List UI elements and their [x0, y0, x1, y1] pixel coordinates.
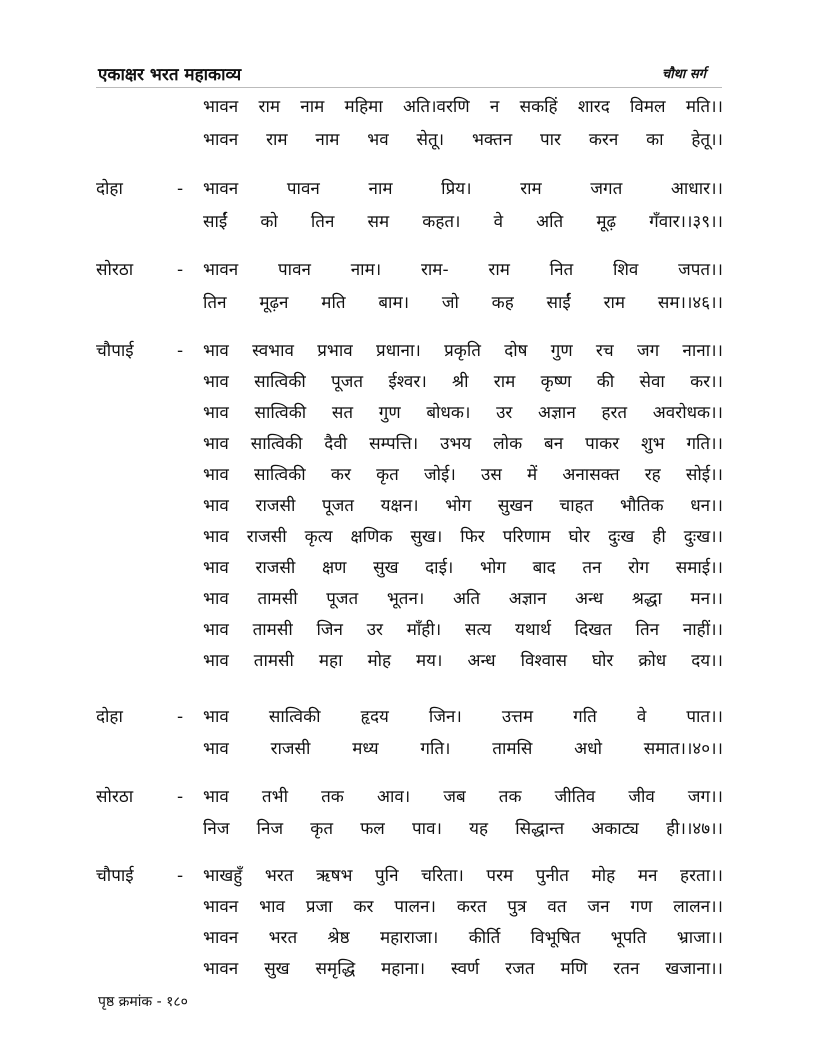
verse-line: तिन मूढ़न मति बाम। जो कह साईं राम सम।।४६।। [203, 293, 723, 313]
verse-line: साईं को तिन सम कहत। वे अति मूढ़ गँवार।।३९।। [203, 212, 723, 232]
verse-type-label: दोहा [96, 179, 123, 199]
verse-line: भाव तभी तक आव। जब तक जीतिव जीव जग।। [203, 787, 723, 807]
verse-dash: - [177, 707, 184, 727]
verse-dash: - [177, 866, 184, 886]
verse-line: भाव राजसी पूजत यक्षन। भोग सुखन चाहत भौतिक धन।। [203, 496, 723, 516]
header-divider [96, 87, 722, 88]
verse-line: भावन पावन नाम। राम- राम नित शिव जपत।। [203, 260, 723, 280]
verse-line: भाव तामसी पूजत भूतन। अति अज्ञान अन्ध श्रद्धा मन।। [203, 589, 723, 609]
verse-type-label: चौपाई [96, 341, 134, 361]
verse-line: भावन पावन नाम प्रिय। राम जगत आधार।। [203, 179, 723, 199]
verse-line: निज निज कृत फल पाव। यह सिद्धान्त अकाट्य ही।।४७।। [203, 819, 723, 839]
verse-line: भावन भरत श्रेष्ठ महाराजा। कीर्ति विभूषित भूपति भ्राजा।। [203, 928, 723, 948]
verse-line: भाव सात्विकी पूजत ईश्वर। श्री राम कृष्ण की सेवा कर।। [203, 372, 723, 392]
verse-dash: - [177, 787, 184, 807]
verse-line: भावन राम नाम भव सेतू। भक्तन पार करन का हेतू।। [203, 130, 723, 150]
verse-type-label: दोहा [96, 707, 123, 727]
verse-line: भाव सात्विकी सत गुण बोधक। उर अज्ञान हरत अवरोधक।। [203, 403, 723, 423]
verse-line: भाव सात्विकी हृदय जिन। उत्तम गति वे पात।। [203, 707, 723, 727]
verse-line: भावन सुख समृद्धि महाना। स्वर्ण रजत मणि रतन खजाना।। [203, 959, 723, 979]
verse-line: भाव तामसी महा मोह मय। अन्ध विश्वास घोर क्रोध दय।। [203, 651, 723, 671]
verse-line: भावन भाव प्रजा कर पालन। करत पुत्र वत जन गण लालन।। [203, 897, 723, 917]
page-number: पृष्ठ क्रमांक - १८० [98, 994, 188, 1010]
verse-type-label: सोरठा [96, 260, 134, 280]
verse-line: भाव स्वभाव प्रभाव प्रधाना। प्रकृति दोष गुण रच जग नाना।। [203, 341, 723, 361]
verse-line: भाव राजसी क्षण सुख दाई। भोग बाद तन रोग समाई।। [203, 558, 723, 578]
verse-line: भाखहुँ भरत ऋषभ पुनि चरिता। परम पुनीत मोह मन हरता।। [203, 866, 723, 886]
verse-line: भाव तामसी जिन उर माँही। सत्य यथार्थ दिखत तिन नाहीं।। [203, 620, 723, 640]
verse-dash: - [177, 341, 184, 361]
verse-type-label: चौपाई [96, 866, 134, 886]
chapter-title: चौथा सर्ग [662, 67, 706, 82]
verse-type-label: सोरठा [96, 787, 134, 807]
verse-line: भावन राम नाम महिमा अति।वरणि न सकहिं शारद विमल मति।। [203, 97, 723, 117]
verse-dash: - [177, 260, 184, 280]
verse-line: भाव सात्विकी कर कृत जोई। उस में अनासक्त रह सोई।। [203, 465, 723, 485]
verse-line: भाव सात्विकी दैवी सम्पत्ति। उभय लोक बन पाकर शुभ गति।। [203, 434, 723, 454]
book-title: एकाक्षर भरत महाकाव्य [98, 65, 242, 85]
verse-dash: - [177, 179, 184, 199]
verse-line: भाव राजसी मध्य गति। तामसि अधो समात।।४०।। [203, 739, 723, 759]
verse-line: भाव राजसी कृत्य क्षणिक सुख। फिर परिणाम घोर दुःख ही दुःख।। [203, 527, 723, 547]
